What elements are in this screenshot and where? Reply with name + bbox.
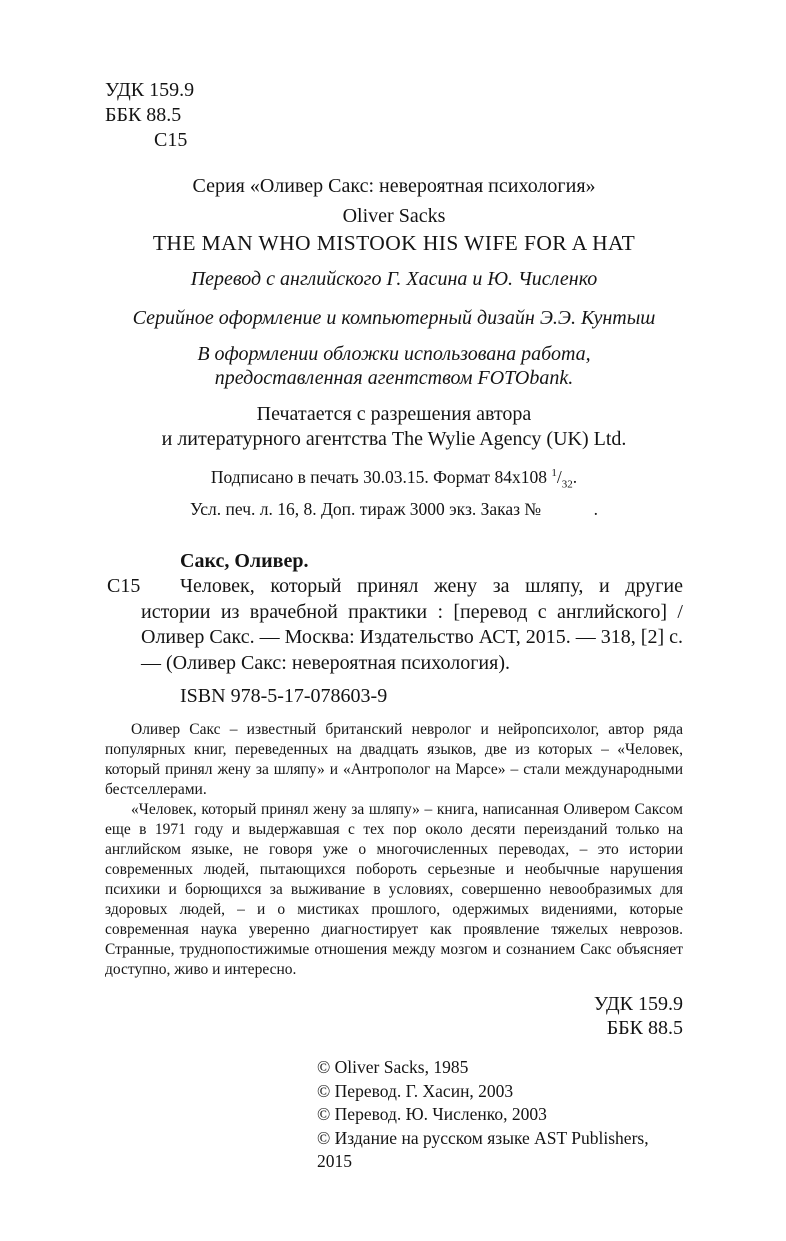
annotation-paragraph-2: «Человек, который принял жену за шляпу» – книга, написанная Оливером Саксом еще в 1971 году и выдержавшая с тех пор около десяти переизданий только на английском языке, не говоря уже о многочисленных переводах, – это истории современных людей, пытающихся побороть серьезные и необычные нарушения психики и борющихся за выживание в условиях, совершенно невообразимых для здоровых людей, – и о мистиках прошлого, одержимых видениями, которые современная наука уверенно диагностирует как проявление тяжелых неврозов. Странные, труднопостижимые отношения между мозгом и сознанием Сакс объясняет доступно, живо и интересно. bbox=[105, 801, 683, 979]
classification-code-top: С15 bbox=[154, 129, 188, 151]
original-title: THE MAN WHO MISTOOK HIS WIFE FOR A HAT bbox=[152, 231, 636, 255]
format-fraction-denominator: 32 bbox=[561, 478, 573, 491]
design-credit: Серийное оформление и компьютерный дизайн Э.Э. Кунтыш bbox=[132, 307, 656, 329]
copyright-block bbox=[317, 1056, 683, 1174]
bibliographic-entry bbox=[105, 550, 683, 708]
permission-line2: и литературного агентства The Wylie Agency (UK) Ltd. bbox=[161, 428, 627, 450]
udk-code-top: УДК 159.9 bbox=[105, 79, 195, 101]
original-author: Oliver Sacks bbox=[342, 205, 446, 227]
series-title: Серия «Оливер Сакс: невероятная психология» bbox=[192, 175, 596, 197]
catalog-entry-text: Человек, который принял жену за шляпу, и другие истории из врачебной практики : [перевод с английского] / Оливер Сакс. — Москва: Издательство АСТ, 2015. — 318, [2] с. — (Оливер Сакс: невероятная психология). bbox=[141, 575, 683, 674]
catalog-author: Сакс, Оливер. bbox=[180, 550, 309, 573]
permission-note bbox=[105, 402, 683, 452]
format-fraction-separator: / bbox=[556, 466, 562, 487]
copyright-line: © Oliver Sacks, 1985 bbox=[317, 1057, 469, 1078]
cover-credit-line1: В оформлении обложки использована работа, bbox=[197, 343, 591, 365]
catalog-entry-row bbox=[105, 574, 683, 676]
print-format-text: Подписано в печать 30.03.15. Формат 84х108 bbox=[210, 466, 552, 487]
print-line1-period: . bbox=[572, 466, 578, 487]
annotation-paragraph-1: Оливер Сакс – известный британский невролог и нейропсихолог, автор ряда популярных книг, переведенных на двадцать языков, две из которых – «Человек, который принял жену за шляпу» и «Антрополог на Марсе» – стали международными бестселлерами. bbox=[105, 721, 683, 799]
print-info bbox=[105, 461, 683, 522]
bbk-code-top: ББК 88.5 bbox=[105, 104, 182, 126]
isbn: ISBN 978-5-17-078603-9 bbox=[180, 685, 388, 708]
annotation bbox=[105, 720, 683, 980]
cover-credit bbox=[105, 342, 683, 390]
top-classification-codes bbox=[105, 78, 683, 153]
bbk-code-bottom: ББК 88.5 bbox=[606, 1017, 683, 1040]
copyright-line: © Перевод. Г. Хасин, 2003 bbox=[317, 1080, 514, 1101]
catalog-code: С15 bbox=[107, 575, 141, 598]
bottom-classification-codes bbox=[105, 992, 683, 1040]
udk-code-bottom: УДК 159.9 bbox=[593, 993, 683, 1016]
copyright-line: © Издание на русском языке AST Publishers, 2015 bbox=[317, 1127, 649, 1172]
permission-line1: Печатается с разрешения автора bbox=[256, 403, 532, 425]
format-fraction-numerator: 1 bbox=[551, 467, 557, 479]
print-info-line2: Усл. печ. л. 16, 8. Доп. тираж 3000 экз. Заказ № . bbox=[189, 499, 599, 520]
cover-credit-line2: предоставленная агентством FOTObank. bbox=[214, 367, 574, 389]
print-info-line1 bbox=[105, 461, 683, 497]
copyright-line: © Перевод. Ю. Численко, 2003 bbox=[317, 1104, 547, 1125]
translation-credit: Перевод с английского Г. Хасина и Ю. Численко bbox=[190, 268, 598, 290]
